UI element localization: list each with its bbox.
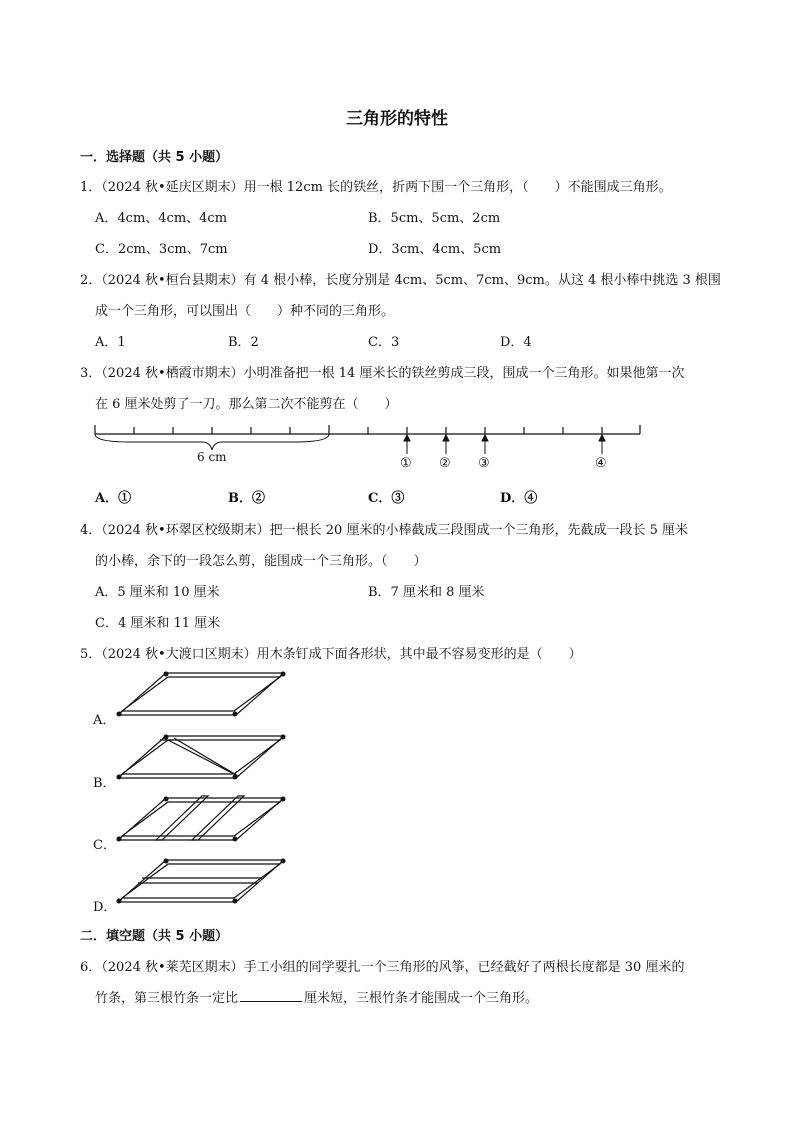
question-6-stem-line-1: 6．（2024 秋•莱芜区期末）手工小组的同学要扎一个三角形的风筝，已经截好了两根长度都是 30 厘米的 — [80, 960, 685, 975]
question-3-option-b: B．② — [228, 491, 265, 506]
section-heading-fill: 二．填空题（共 5 小题） — [80, 929, 229, 944]
marker-4: ④ — [595, 456, 607, 471]
question-2-stem-line-1: 2．（2024 秋•桓台县期末）有 4 根小棒，长度分别是 4cm、5cm、7cm、9cm。从这 4 根小棒中挑选 3 根围 — [80, 273, 721, 288]
question-3-stem-line-1: 3．（2024 秋•栖霞市期末）小明准备把一根 14 厘米长的铁丝剪成三段，围成一个三角形。如果他第一次 — [80, 366, 685, 381]
question-4-option-c: C．4 厘米和 11 厘米 — [95, 616, 221, 631]
frame-a-parallelogram — [112, 668, 302, 720]
question-3-option-c: C．③ — [368, 491, 405, 506]
page-title: 三角形的特性 — [346, 109, 448, 129]
question-6-stem-line-2 — [95, 987, 538, 1006]
question-4-option-b: B．7 厘米和 8 厘米 — [368, 585, 485, 600]
question-5-option-b: B． — [93, 776, 116, 791]
question-6-text-before-blank: 竹条，第三根竹条一定比 — [95, 991, 239, 1006]
answer-blank[interactable] — [240, 989, 302, 1002]
question-2-option-a: A．1 — [95, 335, 126, 350]
question-5-stem: 5．（2024 秋•大渡口区期末）用木条钉成下面各形状，其中最不容易变形的是（ ） — [80, 647, 582, 662]
question-5-option-c: C． — [93, 838, 116, 853]
question-2-option-b: B．2 — [228, 335, 259, 350]
question-1-stem: 1．（2024 秋•延庆区期末）用一根 12cm 长的铁丝，折两下围一个三角形，（ ）不能围成三角形。 — [80, 180, 672, 195]
question-2-option-c: C．3 — [368, 335, 400, 350]
ruler-diagram — [90, 420, 650, 480]
section-heading-choice: 一．选择题（共 5 小题） — [80, 150, 229, 165]
question-6-text-after-blank: 厘米短，三根竹条才能围成一个三角形。 — [304, 991, 539, 1006]
frame-d-horizontal-bar — [112, 855, 302, 907]
question-1-option-a: A．4cm、4cm、4cm — [95, 211, 228, 226]
question-3-option-d: D．④ — [500, 491, 538, 506]
question-3-option-a: A．① — [95, 491, 132, 506]
question-2-option-d: D．4 — [500, 335, 532, 350]
question-4-stem-line-2: 的小棒，余下的一段怎么剪，能围成一个三角形。（ ） — [95, 554, 427, 569]
frame-b-braced — [112, 731, 302, 783]
question-5-option-d: D． — [93, 900, 117, 915]
question-4-option-a: A．5 厘米和 10 厘米 — [95, 585, 220, 600]
frame-c-two-bars — [112, 793, 302, 845]
marker-3: ③ — [478, 456, 490, 471]
ruler-label: 6 cm — [197, 450, 227, 464]
question-1-option-b: B．5cm、5cm、2cm — [368, 211, 501, 226]
question-3-stem-line-2: 在 6 厘米处剪了一刀。那么第二次不能剪在（ ） — [95, 397, 398, 412]
question-1-option-d: D．3cm、4cm、5cm — [368, 242, 502, 257]
question-2-stem-line-2: 成一个三角形，可以围出（ ）种不同的三角形。 — [95, 304, 395, 319]
question-5-option-a: A． — [93, 713, 116, 728]
question-1-option-c: C．2cm、3cm、7cm — [95, 242, 228, 257]
marker-2: ② — [439, 456, 451, 471]
marker-1: ① — [400, 456, 412, 471]
question-4-stem-line-1: 4．（2024 秋•环翠区校级期末）把一根长 20 厘米的小棒截成三段围成一个三角形，先截成一段长 5 厘米 — [80, 523, 688, 538]
